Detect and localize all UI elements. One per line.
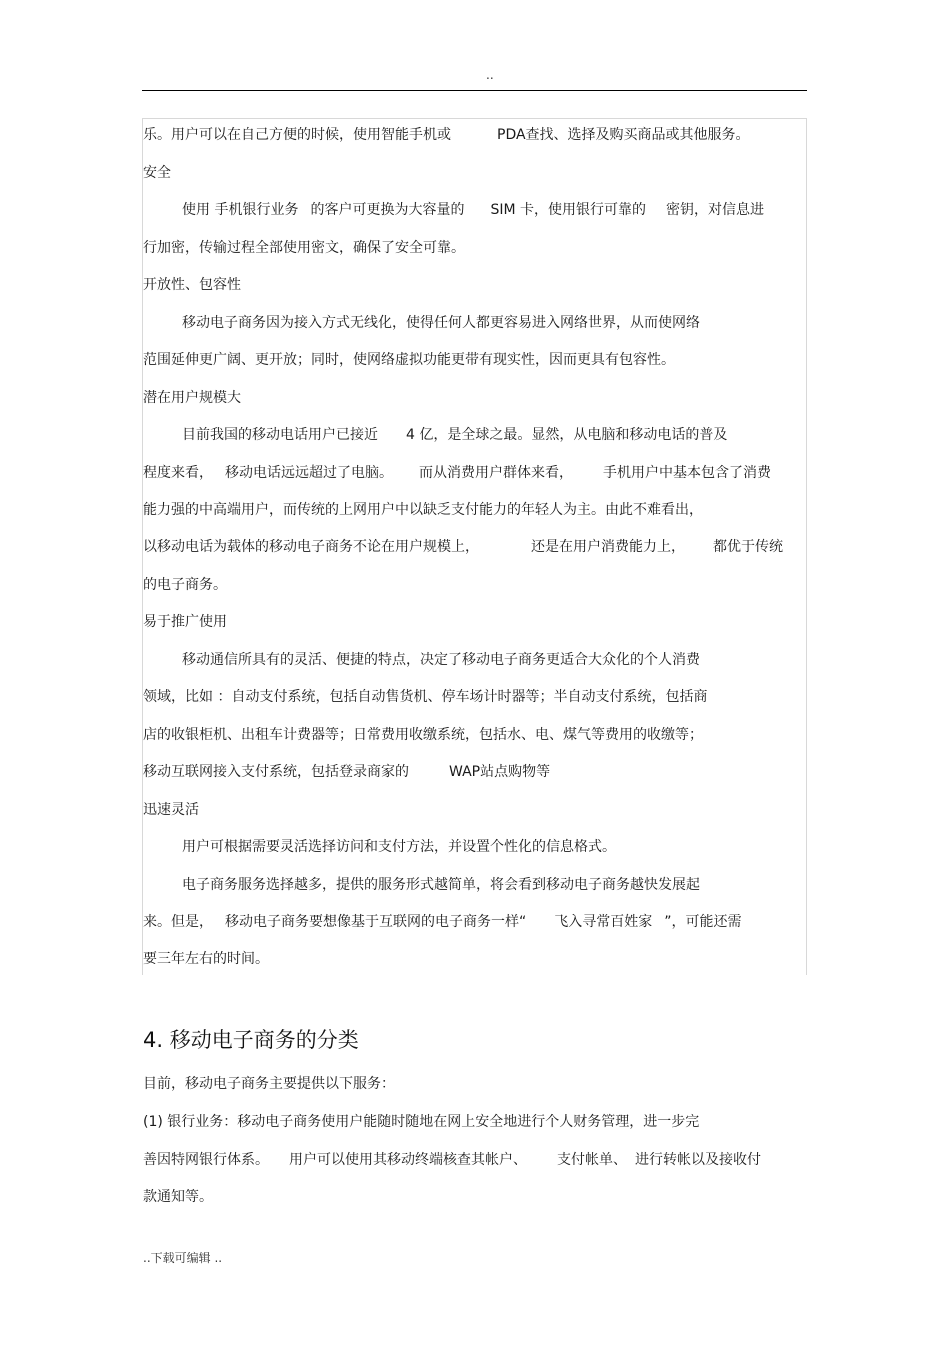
text-line: 电子商务服务选择越多，提供的服务形式越简单，将会看到移动电子商务越快发展起 <box>182 877 700 893</box>
text-segment: 来。但是， <box>143 914 213 930</box>
text-segment: 移动互联网接入支付系统，包括登录商家的 <box>143 764 409 780</box>
heading-easy-promote: 易于推广使用 <box>143 614 227 630</box>
heading-openness: 开放性、包容性 <box>143 277 241 293</box>
text-segment: 进行转帐以及接收付 <box>635 1152 761 1168</box>
text-line: 行加密，传输过程全部使用密文，确保了安全可靠。 <box>143 240 465 256</box>
text-line <box>143 538 783 556</box>
text-segment: 都优于传统 <box>713 539 783 555</box>
text-segment: 乐。用户可以在自己方便的时候，使用智能手机或 <box>143 127 451 143</box>
text-line <box>182 201 764 219</box>
text-segment: 而从消费用户群体来看， <box>419 465 573 481</box>
text-line <box>143 464 771 482</box>
text-segment: 移动电子商务要想像基于互联网的电子商务一样“ <box>225 914 527 930</box>
text-segment: 密钥，对信息进 <box>666 202 764 218</box>
text-segment: 程度来看， <box>143 465 213 481</box>
heading-user-scale: 潜在用户规模大 <box>143 390 241 406</box>
text-line: 要三年左右的时间。 <box>143 951 269 967</box>
text-line: 款通知等。 <box>143 1189 213 1205</box>
text-segment: 还是在用户消费能力上， <box>531 539 685 555</box>
text-segment: 移动电话远远超过了电脑。 <box>225 465 393 481</box>
text-line: 用户可根据需要灵活选择访问和支付方法，并设置个性化的信息格式。 <box>182 839 616 855</box>
text-line: 目前，移动电子商务主要提供以下服务： <box>143 1076 395 1092</box>
text-segment: 善因特网银行体系。 <box>143 1152 269 1168</box>
heading-flexible: 迅速灵活 <box>143 802 199 818</box>
text-segment: PDA查找、选择及购买商品或其他服务。 <box>497 127 750 143</box>
text-line: 范围延伸更广阔、更开放；同时，使网络虚拟功能更带有现实性，因而更具有包容性。 <box>143 352 675 368</box>
text-segment: 用户可以使用其移动终端核查其帐户、 <box>289 1152 527 1168</box>
text-segment: ”，可能还需 <box>664 914 742 930</box>
text-line <box>182 426 727 444</box>
text-segment: 的客户可更换为大容量的 <box>310 202 465 218</box>
header-mark: .. <box>486 68 494 82</box>
text-segment: SIM 卡，使用银行可靠的 <box>490 202 646 218</box>
text-line <box>143 913 742 931</box>
text-line: 领域，比如 ：自动支付系统，包括自动售货机、停车场计时器等；半自动支付系统，包括商 <box>143 689 708 705</box>
text-line: 移动通信所具有的灵活、便捷的特点，决定了移动电子商务更适合大众化的个人消费 <box>182 652 700 668</box>
text-segment: 4 亿，是全球之最。显然，从电脑和移动电话的普及 <box>406 427 728 443</box>
footer-note: ..下载可编辑 .. <box>143 1251 223 1265</box>
text-segment: 飞入寻常百姓家 <box>554 914 653 930</box>
text-segment: 手机用户中基本包含了消费 <box>603 465 771 481</box>
heading-security: 安全 <box>143 165 171 181</box>
text-segment: 支付帐单、 <box>557 1152 627 1168</box>
text-segment: 使用 手机银行业务 <box>182 202 299 218</box>
section-heading: 4. 移动电子商务的分类 <box>143 1028 359 1052</box>
header-divider <box>142 90 807 91</box>
text-line <box>143 126 750 144</box>
text-segment: 以移动电话为载体的移动电子商务不论在用户规模上， <box>143 539 479 555</box>
text-segment: WAP站点购物等 <box>449 764 551 780</box>
text-line: 移动电子商务因为接入方式无线化，使得任何人都更容易进入网络世界，从而使网络 <box>182 315 700 331</box>
text-line <box>143 1151 761 1169</box>
text-line: 店的收银柜机、出租车计费器等；日常费用收缴系统，包括水、电、煤气等费用的收缴等； <box>143 727 703 743</box>
text-line: 能力强的中高端用户，而传统的上网用户中以缺乏支付能力的年轻人为主。由此不难看出， <box>143 502 703 518</box>
text-line: 的电子商务。 <box>143 577 227 593</box>
text-segment: 目前我国的移动电话用户已接近 <box>182 427 378 443</box>
text-line: (1) 银行业务：移动电子商务使用户能随时随地在网上安全地进行个人财务管理，进一步完 <box>143 1114 700 1130</box>
text-line <box>143 763 550 781</box>
